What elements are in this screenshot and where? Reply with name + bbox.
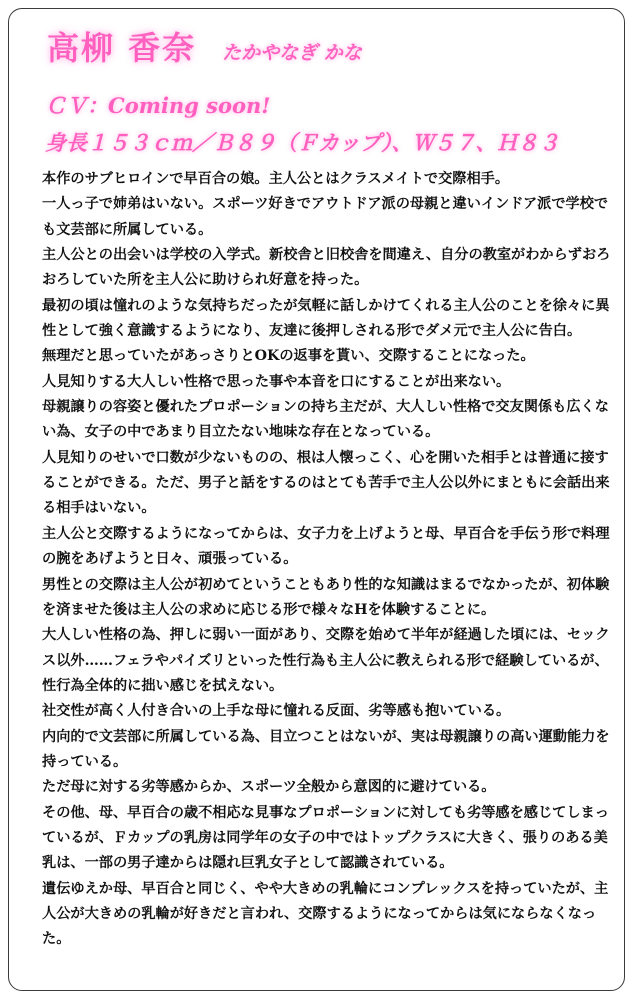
bio-paragraph: 一人っ子で姉弟はいない。スポーツ好きでアウトドア派の母親と違いインドア派で学校でも文芸部に所属している。 — [42, 196, 609, 238]
bio-paragraph: 大人しい性格の為、押しに弱い一面があり、交際を始めて半年が経過した頃には、セックス以外……フェラやパイズリといった性行為も主人公に教えられる形で経験しているが、性行為全体的に拙い感じを拭えない。 — [42, 627, 610, 694]
bio-paragraph: 社交性が高く人付き合いの上手な母に憧れる反面、劣等感も抱いている。 — [42, 703, 511, 720]
bio-paragraph: 最初の頃は憧れのような気持ちだったが気軽に話しかけてくれる主人公のことを徐々に異性として強く意識するようになり、友達に後押しされる形でダメ元で主人公に告白。 — [42, 297, 610, 340]
body-stats-line: 身長１５３ｃｍ／Ｂ８９（Ｆカップ）、Ｗ５７、Ｈ８３ — [45, 130, 560, 155]
voice-actor-line: ＣＶ：Coming soon! — [45, 93, 271, 118]
bio-paragraph: 内向的で文芸部に所属している為、目立つことはないが、実は母親譲りの高い運動能力を持っている。 — [42, 728, 610, 770]
bio-paragraph: その他、母、早百合の歳不相応な見事なプロポーションに対しても劣等感を感じてしまっているが、Ｆカップの乳房は同学年の女子の中ではトップクラスに大きく、張りのある美乳は、一部の男子達からは隠れ巨乳女子として認識されている。 — [42, 804, 609, 872]
bio-paragraph: 無理だと思っていたがあっさりとOKの返事を貰い、交際することになった。 — [42, 348, 535, 365]
bio-paragraph: 人見知りする大人しい性格で思った事や本音を口にすることが出来ない。 — [42, 373, 511, 390]
biography — [42, 167, 612, 953]
bio-paragraph: 人見知りのせいで口数が少ないものの、根は人懐っこく、心を開いた相手とは普通に接することができる。ただ、男子と話をするのはとても苦手で主人公以外にまともに会話出来る相手はいない。 — [42, 449, 610, 517]
character-name: 高柳 香奈 — [47, 29, 197, 67]
title-row — [47, 23, 362, 69]
bio-paragraph: 主人公との出会いは学校の入学式。新校舎と旧校舎を間違え、自分の教室がわからずおろおろしていた所を主人公に助けられ好意を持った。 — [42, 247, 611, 289]
bio-paragraph: 男性との交際は主人公が初めてということもあり性的な知識はまるでなかったが、初体験を済ませた後は主人公の求めに応じる形で様々なHを体験することに。 — [42, 576, 610, 618]
bio-paragraph: ただ母に対する劣等感からか、スポーツ全般から意図的に避けている。 — [42, 779, 496, 796]
bio-paragraph: 母親譲りの容姿と優れたプロポーションの持ち主だが、大人しい性格で交友関係も広くない為、女子の中であまり目立たない地味な存在となっている。 — [42, 399, 609, 441]
name-reading: たかやなぎ かな — [222, 42, 362, 64]
bio-paragraph: 遺伝ゆえか母、早百合と同じく、やや大きめの乳輪にコンプレックスを持っていたが、主人公が大きめの乳輪が好きだと言われ、交際するようになってからは気にならなくなった。 — [42, 880, 609, 948]
bio-paragraph: 本作のサブヒロインで早百合の娘。主人公とはクラスメイトで交際相手。 — [42, 171, 510, 187]
profile-card — [8, 8, 625, 991]
bio-paragraph: 主人公と交際するようになってからは、女子力を上げようと母、早百合を手伝う形で料理の腕をあげようと日々、頑張っている。 — [42, 525, 610, 568]
